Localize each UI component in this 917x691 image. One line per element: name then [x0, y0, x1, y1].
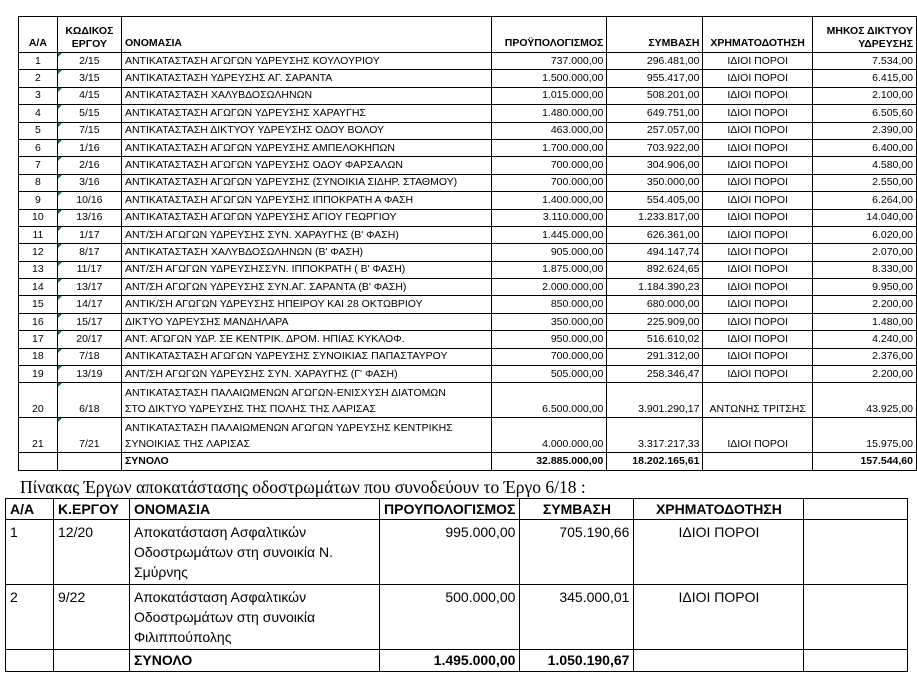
- row-code-text: 5/15: [79, 106, 100, 119]
- row-budget: 500.000,00: [380, 585, 520, 650]
- row-code: [57, 174, 121, 191]
- total-aa-cell: [19, 453, 58, 470]
- row-name-line1: Αποκατάσταση Ασφαλτικών: [134, 524, 307, 540]
- cell-marker-icon: [58, 279, 62, 283]
- cell-marker-icon: [58, 366, 62, 370]
- row-length: 7.534,00: [812, 53, 916, 70]
- header-aa: Α/Α: [19, 17, 58, 53]
- total-label: ΣΥΝΟΛΟ: [130, 650, 380, 672]
- row-contract: 225.909,00: [607, 313, 703, 330]
- row-contract: 258.346,47: [607, 366, 703, 383]
- row-length: 6.264,00: [812, 192, 916, 209]
- row-budget: 995.000,00: [380, 520, 520, 585]
- cell-marker-icon: [58, 331, 62, 335]
- row-aa: 12: [19, 244, 58, 261]
- row-name: [130, 585, 380, 650]
- row-aa: 2: [19, 70, 58, 87]
- row-code-text: 7/21: [79, 438, 100, 451]
- row-budget: 700.000,00: [492, 174, 607, 191]
- table-row: [19, 209, 917, 226]
- table-row: [19, 70, 917, 87]
- row-aa: 14: [19, 279, 58, 296]
- cell-marker-icon: [58, 123, 62, 127]
- row-contract: 257.057,00: [607, 122, 703, 139]
- row-budget: 2.000.000,00: [492, 279, 607, 296]
- row-funding: ΙΔΙΟΙ ΠΟΡΟΙ: [703, 418, 812, 453]
- row-length: 2.390,00: [812, 122, 916, 139]
- row-contract: 494.147,74: [607, 244, 703, 261]
- row-aa: 20: [19, 383, 58, 418]
- row-code: 12/20: [54, 520, 130, 585]
- row-name-line1: ΑΝΤΙΚΑΤΑΣΤΑΣΗ ΠΑΛΑΙΩΜΕΝΩΝ ΑΓΩΓΩΝ ΥΔΡΕΥΣΗΣ ΚΕΝΤΡΙΚΗΣ: [124, 422, 453, 435]
- row-budget: 6.500.000,00: [492, 383, 607, 418]
- row-length: 6.020,00: [812, 226, 916, 243]
- table-row: [19, 279, 917, 296]
- row-code: [57, 296, 121, 313]
- row-aa: 5: [19, 122, 58, 139]
- header-code: [57, 17, 121, 53]
- total-row: [6, 650, 908, 672]
- water-network-projects-table: [18, 16, 917, 471]
- total-contract: 1.050.190,67: [520, 650, 634, 672]
- row-aa: 6: [19, 139, 58, 156]
- row-aa: 18: [19, 348, 58, 365]
- row-contract: 3.317.217,33: [607, 418, 703, 453]
- row-code: [57, 122, 121, 139]
- row-name: ΑΝΤΙΚΑΤΑΣΤΑΣΗ ΑΓΩΓΩΝ ΥΔΡΕΥΣΗΣ ΑΜΠΕΛΟΚΗΠΩΝ: [121, 139, 491, 156]
- cell-marker-icon: [58, 227, 62, 231]
- row-budget: 905.000,00: [492, 244, 607, 261]
- header-length: [812, 17, 916, 53]
- row-code: [57, 139, 121, 156]
- row-code: [57, 157, 121, 174]
- table-row: [19, 174, 917, 191]
- row-length: 1.480,00: [812, 313, 916, 330]
- row-length: 2.070,00: [812, 244, 916, 261]
- row-empty-cell: [804, 585, 908, 650]
- row-funding: ΙΔΙΟΙ ΠΟΡΟΙ: [703, 87, 812, 104]
- row-aa: 16: [19, 313, 58, 330]
- row-name: ΑΝΤΙΚΑΤΑΣΤΑΣΗ ΑΓΩΓΩΝ ΥΔΡΕΥΣΗΣ (ΣΥΝΟΙΚΙΑ ΣΙΔΗΡ. ΣΤΑΘΜΟΥ): [121, 174, 491, 191]
- table-row: [19, 296, 917, 313]
- row-name-line2: ΣΥΝΟΙΚΙΑΣ ΤΗΣ ΛΑΡΙΣΑΣ: [124, 438, 251, 451]
- row-code-text: 8/17: [79, 245, 100, 258]
- header-name: ΟΝΟΜΑΣΙΑ: [130, 499, 380, 520]
- row-name-line1: ΑΝΤΙΚΑΤΑΣΤΑΣΗ ΠΑΛΑΙΩΜΕΝΩΝ ΑΓΩΓΩΝ-ΕΝΙΣΧΥΣΗ ΔΙΑΤΟΜΩΝ: [124, 387, 446, 400]
- row-funding: ΙΔΙΟΙ ΠΟΡΟΙ: [703, 313, 812, 330]
- row-code-text: 3/16: [79, 176, 100, 189]
- header-budget: ΠΡΟΥΠΟΛΟΓΙΣΜΟΣ: [380, 499, 520, 520]
- row-contract: 955.417,00: [607, 70, 703, 87]
- cell-marker-icon: [58, 53, 62, 57]
- table-body: [19, 53, 917, 453]
- row-code: [57, 192, 121, 209]
- row-code-text: 6/18: [79, 403, 100, 416]
- total-aa-cell: [6, 650, 54, 672]
- table-row: [19, 226, 917, 243]
- row-code: [57, 331, 121, 348]
- row-length: 2.550,00: [812, 174, 916, 191]
- row-name: ΑΝΤΙΚΑΤΑΣΤΑΣΗ ΥΔΡΕΥΣΗΣ ΑΓ. ΣΑΡΑΝΤΑ: [121, 70, 491, 87]
- row-code-text: 7/15: [79, 124, 100, 137]
- row-name: ΑΝΤΙΚΑΤΑΣΤΑΣΗ ΑΓΩΓΩΝ ΥΔΡΕΥΣΗΣ ΑΓΙΟΥ ΓΕΩΡΓΙΟΥ: [121, 209, 491, 226]
- row-code: [57, 366, 121, 383]
- row-contract: 1.184.390,23: [607, 279, 703, 296]
- row-length: 43.925,00: [812, 383, 916, 418]
- row-name: ΑΝΤΙΚΑΤΑΣΤΑΣΗ ΧΑΛΥΒΔΟΣΩΛΗΝΩΝ: [121, 87, 491, 104]
- table-row: [19, 53, 917, 70]
- table-row: [19, 418, 917, 453]
- row-contract: 703.922,00: [607, 139, 703, 156]
- cell-marker-icon: [58, 210, 62, 214]
- table-row: [19, 157, 917, 174]
- row-budget: 505.000,00: [492, 366, 607, 383]
- row-contract: 892.624,65: [607, 261, 703, 278]
- total-row: [19, 453, 917, 470]
- row-aa: 3: [19, 87, 58, 104]
- header-contract: ΣΥΜΒΑΣΗ: [520, 499, 634, 520]
- row-code-text: 13/17: [76, 280, 103, 293]
- row-contract: 345.000,01: [520, 585, 634, 650]
- cell-marker-icon: [58, 175, 62, 179]
- total-label: ΣΥΝΟΛΟ: [121, 453, 491, 470]
- row-length: 6.415,00: [812, 70, 916, 87]
- row-budget: 1.015.000,00: [492, 87, 607, 104]
- row-funding: ΑΝΤΩΝΗΣ ΤΡΙΤΣΗΣ: [703, 383, 812, 418]
- row-code: [57, 209, 121, 226]
- row-contract: 680.000,00: [607, 296, 703, 313]
- row-code-text: 2/16: [79, 159, 100, 172]
- row-contract: 291.312,00: [607, 348, 703, 365]
- row-aa: 1: [6, 520, 54, 585]
- row-aa: 15: [19, 296, 58, 313]
- row-funding: ΙΔΙΟΙ ΠΟΡΟΙ: [703, 279, 812, 296]
- row-name: ΑΝΤΙΚΑΤΑΣΤΑΣΗ ΧΑΛΥΒΔΟΣΩΛΗΝΩΝ (Β' ΦΑΣΗ): [121, 244, 491, 261]
- row-budget: 1.480.000,00: [492, 105, 607, 122]
- row-contract: 3.901.290,17: [607, 383, 703, 418]
- row-code: [57, 261, 121, 278]
- row-name: [121, 418, 491, 453]
- total-funding-cell: [634, 650, 804, 672]
- row-contract: 516.610,02: [607, 331, 703, 348]
- row-name-line2: ΣΤΟ ΔΙΚΤΥΟ ΥΔΡΕΥΣΗΣ ΤΗΣ ΠΟΛΗΣ ΤΗΣ ΛΑΡΙΣΑΣ: [124, 403, 376, 416]
- row-name: ΑΝΤ/ΣΗ ΑΓΩΓΩΝ ΥΔΡΕΥΣΗΣΣΥΝ. ΙΠΠΟΚΡΑΤΗ ( Β' ΦΑΣΗ): [121, 261, 491, 278]
- row-contract: 508.201,00: [607, 87, 703, 104]
- row-aa: 1: [19, 53, 58, 70]
- row-length: 4.580,00: [812, 157, 916, 174]
- row-code: [57, 383, 121, 418]
- row-name: ΑΝΤΙΚΑΤΑΣΤΑΣΗ ΑΓΩΓΩΝ ΥΔΡΕΥΣΗΣ ΙΠΠΟΚΡΑΤΗ Α ΦΑΣΗ: [121, 192, 491, 209]
- cell-marker-icon: [58, 314, 62, 318]
- row-name: ΑΝΤ/ΣΗ ΑΓΩΓΩΝ ΥΔΡΕΥΣΗΣ ΣΥΝ. ΧΑΡΑΥΓΗΣ (Β' ΦΑΣΗ): [121, 226, 491, 243]
- total-code-cell: [54, 650, 130, 672]
- row-code: [57, 226, 121, 243]
- cell-marker-icon: [58, 349, 62, 353]
- header-code: Κ.ΕΡΓΟΥ: [54, 499, 130, 520]
- header-length-line1: ΜΗΚΟΣ ΔΙΚΤΥΟΥ: [826, 25, 913, 37]
- row-aa: 13: [19, 261, 58, 278]
- row-funding: ΙΔΙΟΙ ΠΟΡΟΙ: [703, 366, 812, 383]
- row-budget: 463.000,00: [492, 122, 607, 139]
- table-row: [19, 192, 917, 209]
- row-length: 8.330,00: [812, 261, 916, 278]
- row-aa: 8: [19, 174, 58, 191]
- row-name: ΑΝΤΙΚΑΤΑΣΤΑΣΗ ΔΙΚΤΥΟΥ ΥΔΡΕΥΣΗΣ ΟΔΟΥ ΒΟΛΟΥ: [121, 122, 491, 139]
- row-code-text: 2/15: [79, 54, 100, 67]
- row-length: 2.200,00: [812, 366, 916, 383]
- row-funding: ΙΔΙΟΙ ΠΟΡΟΙ: [634, 585, 804, 650]
- table-row: [6, 520, 908, 585]
- row-code-text: 1/16: [79, 141, 100, 154]
- row-name-line3: Σμύρνης: [134, 564, 188, 580]
- row-code-text: 1/17: [79, 228, 100, 241]
- row-funding: ΙΔΙΟΙ ΠΟΡΟΙ: [703, 331, 812, 348]
- row-name: [121, 383, 491, 418]
- cell-marker-icon: [58, 88, 62, 92]
- table-row: [19, 348, 917, 365]
- row-code: [57, 70, 121, 87]
- row-contract: 350.000,00: [607, 174, 703, 191]
- row-budget: 700.000,00: [492, 157, 607, 174]
- row-funding: ΙΔΙΟΙ ΠΟΡΟΙ: [703, 348, 812, 365]
- row-code-text: 3/15: [79, 72, 100, 85]
- table-row: [19, 383, 917, 418]
- table-row: [19, 139, 917, 156]
- row-aa: 9: [19, 192, 58, 209]
- header-funding: ΧΡΗΜΑΤΟΔΟΤΗΣΗ: [703, 17, 812, 53]
- total-empty-cell: [804, 650, 908, 672]
- row-code-text: 13/19: [76, 367, 103, 380]
- row-budget: 1.700.000,00: [492, 139, 607, 156]
- row-name: ΑΝΤΙΚΑΤΑΣΤΑΣΗ ΑΓΩΓΩΝ ΥΔΡΕΥΣΗΣ ΣΥΝΟΙΚΙΑΣ ΠΑΠΑΣΤΑΥΡΟΥ: [121, 348, 491, 365]
- row-name-line2: Οδοστρωμάτων στη συνοικία Ν.: [134, 544, 333, 560]
- header-empty-cell: [804, 499, 908, 520]
- header-code-line1: ΚΩΔΙΚΟΣ: [65, 25, 114, 37]
- row-name: ΔΙΚΤΥΟ ΥΔΡΕΥΣΗΣ ΜΑΝΔΗΛΑΡΑ: [121, 313, 491, 330]
- row-contract: 554.405,00: [607, 192, 703, 209]
- row-length: 14.040,00: [812, 209, 916, 226]
- row-funding: ΙΔΙΟΙ ΠΟΡΟΙ: [703, 122, 812, 139]
- cell-marker-icon: [58, 262, 62, 266]
- row-aa: 7: [19, 157, 58, 174]
- row-contract: 1.233.817,00: [607, 209, 703, 226]
- table-header-row: [6, 499, 908, 520]
- row-funding: ΙΔΙΟΙ ΠΟΡΟΙ: [703, 261, 812, 278]
- header-funding: ΧΡΗΜΑΤΟΔΟΤΗΣΗ: [634, 499, 804, 520]
- row-budget: 1.445.000,00: [492, 226, 607, 243]
- row-funding: ΙΔΙΟΙ ΠΟΡΟΙ: [703, 105, 812, 122]
- row-length: 9.950,00: [812, 279, 916, 296]
- row-budget: 700.000,00: [492, 348, 607, 365]
- row-code: [57, 418, 121, 453]
- table-row: [19, 331, 917, 348]
- row-budget: 4.000.000,00: [492, 418, 607, 453]
- header-aa: Α/Α: [6, 499, 54, 520]
- total-budget: 32.885.000,00: [492, 453, 607, 470]
- row-budget: 850.000,00: [492, 296, 607, 313]
- cell-marker-icon: [58, 244, 62, 248]
- row-budget: 737.000,00: [492, 53, 607, 70]
- row-code: [57, 244, 121, 261]
- row-funding: ΙΔΙΟΙ ΠΟΡΟΙ: [634, 520, 804, 585]
- row-length: 4.240,00: [812, 331, 916, 348]
- row-funding: ΙΔΙΟΙ ΠΟΡΟΙ: [703, 53, 812, 70]
- row-code-text: 13/16: [76, 211, 103, 224]
- table-row: [19, 366, 917, 383]
- row-length: 6.505,60: [812, 105, 916, 122]
- row-aa: 11: [19, 226, 58, 243]
- road-restoration-caption: Πίνακας Έργων αποκατάστασης οδοστρωμάτων που συνοδεύουν το Έργο 6/18 :: [20, 477, 586, 497]
- row-code-text: 20/17: [76, 332, 103, 345]
- row-code-text: 10/16: [76, 193, 103, 206]
- row-contract: 649.751,00: [607, 105, 703, 122]
- row-contract: 304.906,00: [607, 157, 703, 174]
- row-contract: 705.190,66: [520, 520, 634, 585]
- row-name: ΑΝΤ/ΣΗ ΑΓΩΓΩΝ ΥΔΡΕΥΣΗΣ ΣΥΝ. ΧΑΡΑΥΓΗΣ (Γ' ΦΑΣΗ): [121, 366, 491, 383]
- table-row: [6, 585, 908, 650]
- row-length: 2.100,00: [812, 87, 916, 104]
- row-budget: 350.000,00: [492, 313, 607, 330]
- row-funding: ΙΔΙΟΙ ΠΟΡΟΙ: [703, 192, 812, 209]
- row-code-text: 4/15: [79, 89, 100, 102]
- row-code: [57, 105, 121, 122]
- row-funding: ΙΔΙΟΙ ΠΟΡΟΙ: [703, 209, 812, 226]
- header-length-line2: ΥΔΡΕΥΣΗΣ: [858, 38, 913, 50]
- table-row: [19, 105, 917, 122]
- cell-marker-icon: [58, 418, 62, 422]
- row-name: ΑΝΤ. ΑΓΩΓΩΝ ΥΔΡ. ΣΕ ΚΕΝΤΡΙΚ. ΔΡΟΜ. ΗΠΙΑΣ ΚΥΚΛΟΦ.: [121, 331, 491, 348]
- row-funding: ΙΔΙΟΙ ΠΟΡΟΙ: [703, 70, 812, 87]
- header-contract: ΣΥΜΒΑΣΗ: [607, 17, 703, 53]
- row-code-text: 15/17: [76, 315, 103, 328]
- row-aa: 2: [6, 585, 54, 650]
- row-name-line1: Αποκατάσταση Ασφαλτικών: [134, 589, 307, 605]
- total-length: 157.544,60: [812, 453, 916, 470]
- row-contract: 626.361,00: [607, 226, 703, 243]
- table-row: [19, 261, 917, 278]
- total-budget: 1.495.000,00: [380, 650, 520, 672]
- row-code-text: 14/17: [76, 298, 103, 311]
- row-code: [57, 348, 121, 365]
- row-funding: ΙΔΙΟΙ ΠΟΡΟΙ: [703, 139, 812, 156]
- row-budget: 1.400.000,00: [492, 192, 607, 209]
- table-header-row: [19, 17, 917, 53]
- cell-marker-icon: [58, 296, 62, 300]
- row-name: ΑΝΤΙΚΑΤΑΣΤΑΣΗ ΑΓΩΓΩΝ ΥΔΡΕΥΣΗΣ ΚΟΥΛΟΥΡΙΟΥ: [121, 53, 491, 70]
- row-budget: 1.875.000,00: [492, 261, 607, 278]
- header-name: ΟΝΟΜΑΣΙΑ: [121, 17, 491, 53]
- row-code-text: 11/17: [76, 263, 103, 276]
- cell-marker-icon: [58, 140, 62, 144]
- row-funding: ΙΔΙΟΙ ΠΟΡΟΙ: [703, 157, 812, 174]
- road-restoration-table: [5, 498, 908, 672]
- row-funding: ΙΔΙΟΙ ΠΟΡΟΙ: [703, 174, 812, 191]
- table-row: [19, 122, 917, 139]
- row-empty-cell: [804, 520, 908, 585]
- row-length: 15.975,00: [812, 418, 916, 453]
- row-budget: 1.500.000,00: [492, 70, 607, 87]
- row-length: 2.200,00: [812, 296, 916, 313]
- row-budget: 3.110.000,00: [492, 209, 607, 226]
- row-name: ΑΝΤ/ΣΗ ΑΓΩΓΩΝ ΥΔΡΕΥΣΗΣ ΣΥΝ.ΑΓ. ΣΑΡΑΝΤΑ (Β' ΦΑΣΗ): [121, 279, 491, 296]
- row-code: 9/22: [54, 585, 130, 650]
- header-code-line2: ΕΡΓΟΥ: [71, 38, 107, 50]
- row-code: [57, 279, 121, 296]
- row-aa: 17: [19, 331, 58, 348]
- cell-marker-icon: [58, 383, 62, 387]
- row-name: ΑΝΤΙΚΑΤΑΣΤΑΣΗ ΑΓΩΓΩΝ ΥΔΡΕΥΣΗΣ ΟΔΟΥ ΦΑΡΣΑΛΩΝ: [121, 157, 491, 174]
- total-code-cell: [57, 453, 121, 470]
- cell-marker-icon: [58, 157, 62, 161]
- row-name: ΑΝΤΙΚ/ΣΗ ΑΓΩΓΩΝ ΥΔΡΕΥΣΗΣ ΗΠΕΙΡΟΥ ΚΑΙ 28 ΟΚΤΩΒΡΙΟΥ: [121, 296, 491, 313]
- cell-marker-icon: [58, 192, 62, 196]
- row-code: [57, 87, 121, 104]
- row-length: 6.400,00: [812, 139, 916, 156]
- row-funding: ΙΔΙΟΙ ΠΟΡΟΙ: [703, 244, 812, 261]
- row-budget: 950.000,00: [492, 331, 607, 348]
- row-funding: ΙΔΙΟΙ ΠΟΡΟΙ: [703, 296, 812, 313]
- row-code: [57, 313, 121, 330]
- row-contract: 296.481,00: [607, 53, 703, 70]
- row-name: ΑΝΤΙΚΑΤΑΣΤΑΣΗ ΑΓΩΓΩΝ ΥΔΡΕΥΣΗΣ ΧΑΡΑΥΓΗΣ: [121, 105, 491, 122]
- table-row: [19, 244, 917, 261]
- row-aa: 21: [19, 418, 58, 453]
- row-aa: 4: [19, 105, 58, 122]
- row-name-line2: Οδοστρωμάτων στη συνοικία: [134, 609, 316, 625]
- row-length: 2.376,00: [812, 348, 916, 365]
- row-funding: ΙΔΙΟΙ ΠΟΡΟΙ: [703, 226, 812, 243]
- row-name: [130, 520, 380, 585]
- table-row: [19, 313, 917, 330]
- total-contract: 18.202.165,61: [607, 453, 703, 470]
- row-name-line3: Φιλιππούπολης: [134, 629, 232, 645]
- row-code-text: 7/18: [79, 350, 100, 363]
- header-budget: ΠΡΟΫΠΟΛΟΓΙΣΜΟΣ: [492, 17, 607, 53]
- table-row: [19, 87, 917, 104]
- row-aa: 19: [19, 366, 58, 383]
- cell-marker-icon: [58, 70, 62, 74]
- row-code: [57, 53, 121, 70]
- cell-marker-icon: [58, 105, 62, 109]
- row-aa: 10: [19, 209, 58, 226]
- total-funding-cell: [703, 453, 812, 470]
